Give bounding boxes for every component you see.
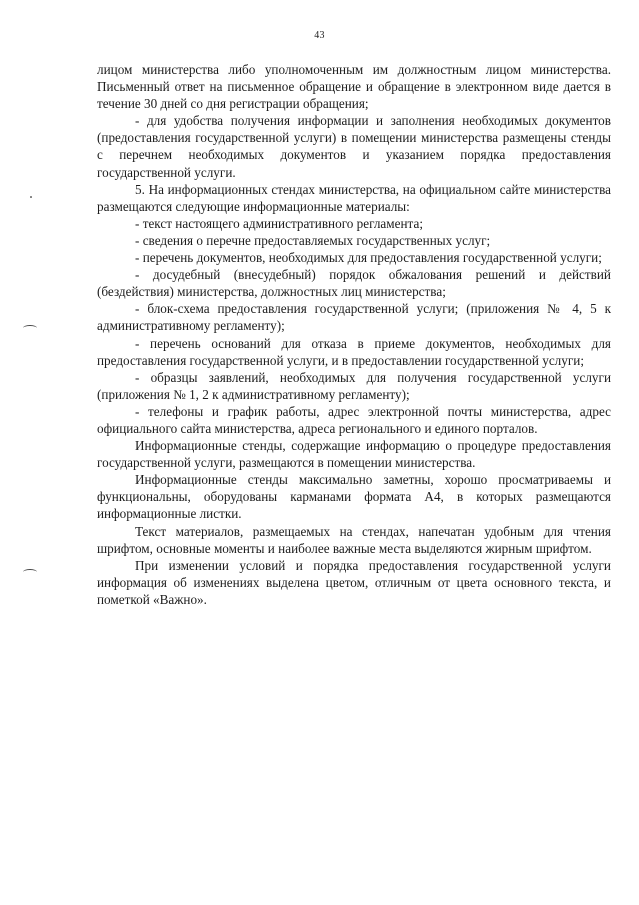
list-item: - блок-схема предоставления государственной услуги; (приложения № 4, 5 к административному регламенту); [97,301,611,334]
list-item: - образцы заявлений, необходимых для получения государственной услуги (приложения № 1, 2 к административному регламенту); [97,369,611,402]
binding-hole-mark [23,569,37,575]
paragraph: 5. На информационных стендах министерства, на официальном сайте министерства размещаются следующие информационные материалы: [97,181,611,214]
binding-hole-mark [23,325,37,331]
document-body [97,61,611,608]
paragraph: Информационные стенды, содержащие информацию о процедуре предоставления государственной услуги, размещаются в помещении министерства. [97,438,611,471]
list-item: - перечень документов, необходимых для предоставления государственной услуги; [135,250,602,266]
list-item: - телефоны и график работы, адрес электронной почты министерства, адрес официального сайта министерства, адреса регионального и единого порталов. [97,403,611,436]
paragraph: Текст материалов, размещаемых на стендах, напечатан удобным для чтения шрифтом, основные моменты и наиболее важные места выделяются жирным шрифтом. [97,523,611,556]
list-item: - сведения о перечне предоставляемых государственных услуг; [135,232,491,248]
list-item: - перечень оснований для отказа в приеме документов, необходимых для предоставления государственной услуги, и в предоставлении государственной услуги; [97,335,611,368]
list-item: - досудебный (внесудебный) порядок обжалования решений и действий (бездействия) министерства, должностных лиц министерства; [97,267,611,300]
paragraph: При изменении условий и порядка предоставления государственной услуги информация об изменениях выделена цветом, отличным от цвета основного текста, и пометкой «Важно». [97,557,611,607]
list-item: - для удобства получения информации и заполнения необходимых документов (предоставления государственной услуги) в помещении министерства размещены стенды с перечнем необходимых документов и указанием порядка предоставления государственной услуги. [97,113,611,180]
paragraph: Информационные стенды максимально заметны, хорошо просматриваемы и функциональны, оборудованы карманами формата А4, в которых размещаются информационные листки. [97,472,611,522]
list-item: - текст настоящего административного регламента; [135,215,423,231]
page-number: 43 [314,30,325,41]
paragraph: лицом министерства либо уполномоченным им должностным лицом министерства. Письменный ответ на письменное обращение и обращение в электронном виде дается в течение 30 дней со дня регистрации обращения; [97,62,611,112]
scan-speck [30,196,32,198]
